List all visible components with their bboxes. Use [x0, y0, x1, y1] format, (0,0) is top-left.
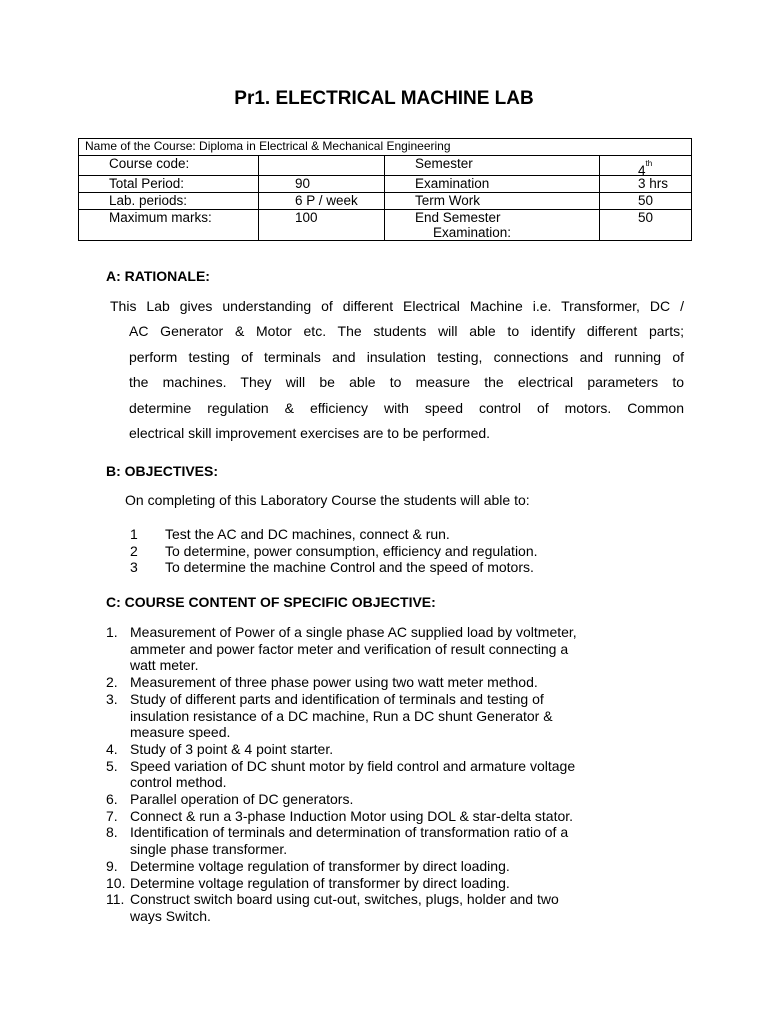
table-cell [600, 156, 692, 176]
table-row [79, 139, 692, 156]
list-item [106, 858, 646, 875]
semester-value: 4 [638, 162, 646, 178]
table-cell: 3 hrs [600, 175, 692, 192]
item-text-line: Construct switch board using cut-out, switches, plugs, holder and two [130, 891, 559, 908]
item-text-line: measure speed. [130, 724, 231, 741]
item-number: 2. [106, 674, 118, 691]
item-text-line: single phase transformer. [130, 841, 288, 858]
table-cell [385, 209, 600, 240]
item-number: 3 [130, 559, 138, 575]
table-cell [259, 156, 385, 176]
item-text-line: Study of 3 point & 4 point starter. [130, 740, 334, 757]
table-row [79, 192, 692, 209]
item-number: 3. [106, 690, 118, 707]
list-item [106, 691, 646, 741]
item-text-line: Measurement of three phase power using two watt meter method. [130, 674, 538, 691]
table-cell: Semester [385, 156, 600, 176]
paragraph-line: perform testing of terminals and insulation testing, connections and running of [129, 348, 684, 365]
table-cell: 6 P / week [259, 192, 385, 209]
item-number: 11. [106, 891, 125, 908]
list-item [130, 559, 538, 576]
table-cell: Total Period: [79, 175, 259, 192]
paragraph-line: the machines. They will be able to measure the electrical parameters to [129, 374, 684, 391]
item-text-line: Speed variation of DC shunt motor by field control and armature voltage [130, 757, 576, 774]
objective-list [130, 526, 538, 576]
item-number: 1. [106, 624, 118, 640]
course-name-cell: Name of the Course: Diploma in Electrical & Mechanical Engineering [79, 139, 692, 156]
item-text-line: watt meter. [130, 657, 199, 674]
item-text-line: ways Switch. [130, 907, 211, 924]
item-number: 9. [106, 857, 118, 874]
table-cell: 90 [259, 175, 385, 192]
table-row [79, 175, 692, 192]
item-number: 5. [106, 757, 118, 774]
paragraph-line: This Lab gives understanding of different Electrical Machine i.e. Transformer, DC / [110, 298, 684, 314]
course-content-list [106, 624, 646, 925]
table-cell: 50 [600, 209, 692, 240]
list-item [130, 526, 538, 543]
item-text-line: Identification of terminals and determination of transformation ratio of a [130, 824, 569, 841]
table-row [79, 209, 692, 240]
list-item [106, 808, 646, 825]
semester-suffix: th [645, 159, 653, 168]
item-text: Test the AC and DC machines, connect & run. [165, 526, 450, 542]
item-text-line: Study of different parts and identification of terminals and testing of [130, 690, 544, 707]
list-item [106, 824, 646, 857]
item-text-line: insulation resistance of a DC machine, Run a DC shunt Generator & [130, 707, 553, 724]
item-text: To determine the machine Control and the speed of motors. [165, 559, 534, 575]
table-cell: Course code: [79, 156, 259, 176]
objectives-heading: B: OBJECTIVES: [106, 463, 219, 479]
list-item [106, 741, 646, 758]
list-item [106, 674, 646, 691]
item-text-line: Determine voltage regulation of transformer by direct loading. [130, 874, 510, 891]
list-item [106, 758, 646, 791]
item-number: 7. [106, 807, 118, 824]
item-text: To determine, power consumption, efficiency and regulation. [165, 542, 538, 559]
item-number: 8. [106, 824, 118, 841]
page-title: Pr1. ELECTRICAL MACHINE LAB [234, 88, 534, 109]
rationale-heading: A: RATIONALE: [106, 268, 210, 284]
item-text-line: Connect & run a 3-phase Induction Motor using DOL & star-delta stator. [130, 807, 574, 824]
list-item [106, 875, 646, 892]
item-text-line: Determine voltage regulation of transformer by direct loading. [130, 857, 510, 874]
item-number: 4. [106, 740, 118, 757]
table-cell: Term Work [385, 192, 600, 209]
table-cell: Lab. periods: [79, 192, 259, 209]
objectives-intro: On completing of this Laboratory Course the students will able to: [125, 492, 530, 508]
rationale-paragraph [110, 294, 684, 446]
item-text-line: ammeter and power factor meter and verification of result connecting a [130, 640, 569, 657]
list-item [106, 624, 646, 674]
table-cell: Examination [385, 175, 600, 192]
examination-label: Examination: [433, 224, 512, 240]
list-item [130, 543, 538, 560]
table-cell: Maximum marks: [79, 209, 259, 240]
list-item [106, 791, 646, 808]
table-cell: 50 [600, 192, 692, 209]
item-number: 10. [106, 874, 126, 891]
course-content-heading: C: COURSE CONTENT OF SPECIFIC OBJECTIVE: [106, 594, 436, 610]
item-number: 2 [130, 542, 138, 559]
paragraph-line: electrical skill improvement exercises are to be performed. [129, 425, 491, 442]
item-text-line: Measurement of Power of a single phase AC supplied load by voltmeter, [130, 624, 577, 640]
course-info-table [78, 138, 692, 241]
table-cell: 100 [259, 209, 385, 240]
paragraph-line: determine regulation & efficiency with speed control of motors. Common [129, 399, 684, 416]
item-number: 6. [106, 791, 118, 808]
paragraph-line: AC Generator & Motor etc. The students will able to identify different parts; [129, 323, 684, 340]
list-item [106, 891, 646, 924]
item-number: 1 [130, 526, 138, 542]
end-semester-label: End Semester [415, 209, 501, 225]
table-row [79, 156, 692, 176]
item-text-line: Parallel operation of DC generators. [130, 791, 354, 808]
item-text-line: control method. [130, 774, 227, 791]
